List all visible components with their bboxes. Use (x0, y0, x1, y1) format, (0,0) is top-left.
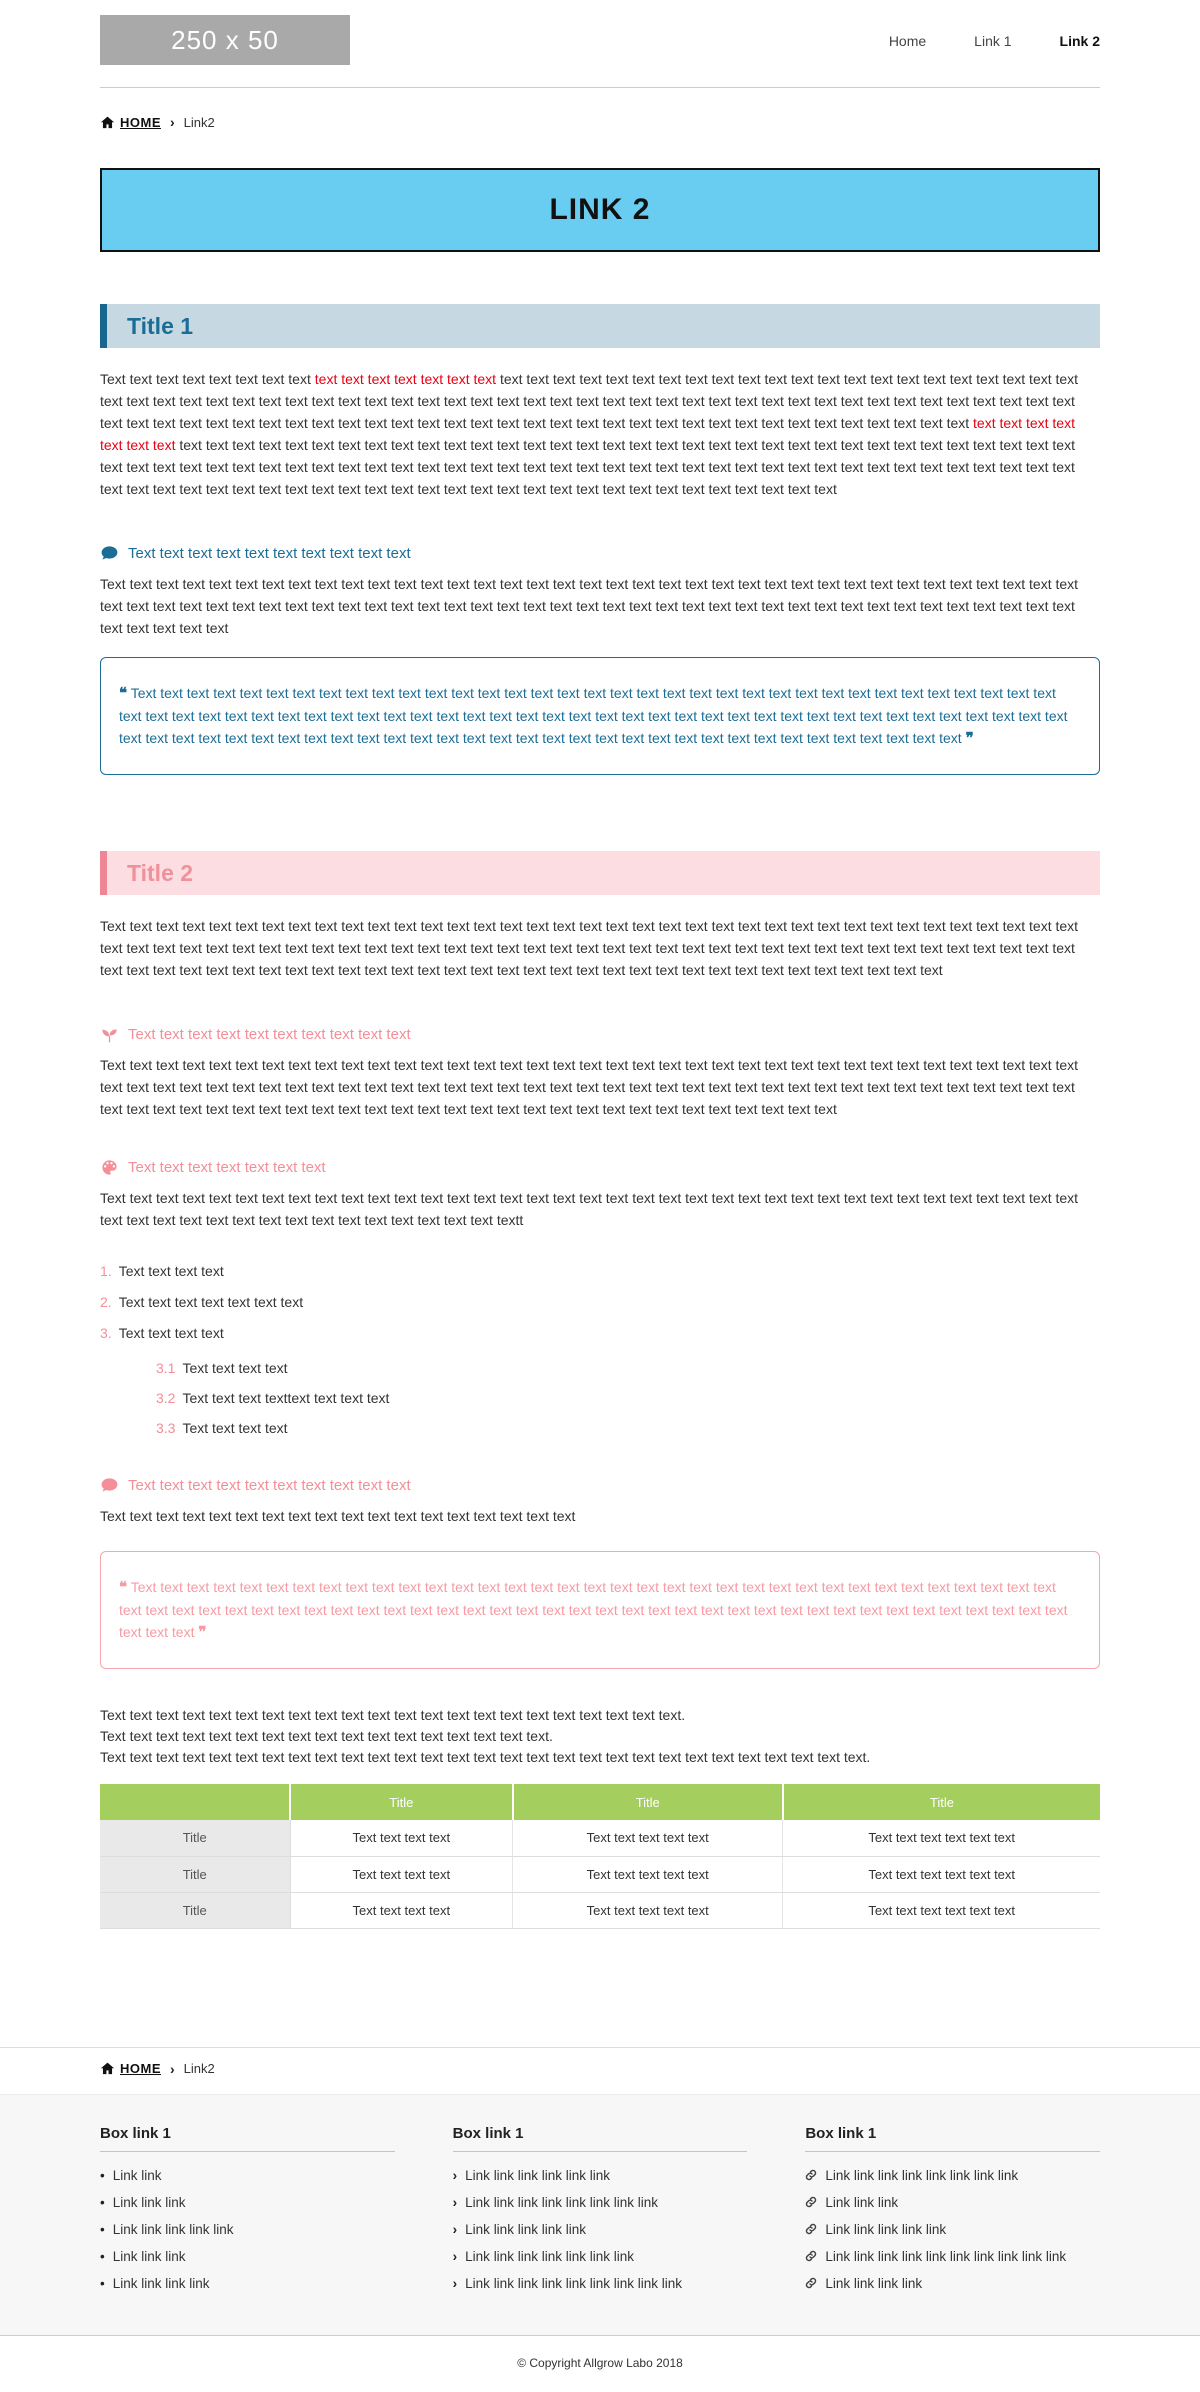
footer-link-item (805, 2189, 1100, 2216)
link-icon (805, 2277, 817, 2289)
table-row (100, 1856, 1100, 1892)
footer-box-1 (100, 2125, 395, 2297)
section2-quote-box (100, 1551, 1100, 1669)
sublist-item (156, 1388, 1100, 1408)
section2-paragraph3: Text text text text text text text text text text text text text text text text text text text text text text text text text text text text text text text text text text text text text text text text text text text text text text text text text text text text textt (100, 1190, 1079, 1228)
footer-link-item (453, 2189, 748, 2216)
numbered-list (100, 1261, 1100, 1438)
section2-paragraph4: Text text text text text text text text text text text text text text text text text text (100, 1508, 576, 1524)
table-header-row (100, 1784, 1100, 1820)
footer-link-item (100, 2243, 395, 2270)
table-row-header: Title (100, 1856, 290, 1892)
section2-paragraph1: Text text text text text text text text text text text text text text text text text text text text text text text text text text text text text text text text text text text text text text text text text text text text text text text text text text text text text text text text text text text text text text text text text text text text text text text text text text text text text text text text text text text text text text text text text text text text text text text text text text text text text text text text text text (100, 918, 1079, 978)
footer-link[interactable]: Link link link link link link link link (465, 2194, 658, 2210)
table-cell: Text text text text text (513, 1820, 783, 1856)
section1-paragraph2: Text text text text text text text text text text text text text text text text text text text text text text text text text text text text text text text text text text text text text text text text text text text text text text text text text text text text text text text text text text text text text text text text text text text text text text text text text text text text text text text (100, 576, 1079, 636)
list-item (100, 1323, 1100, 1343)
section2-quote-text: Text text text text text text text text text text text text text text text text text text text text text text text text text text text text text text text text text text text text text text text text text text text text text text text text text text text text text text text text text text text text text text text text text text text text text text text text text text (119, 1579, 1068, 1640)
sublist-item-text: Text text text text (182, 1420, 288, 1436)
chevron-bullet-icon: › (452, 2275, 458, 2291)
site-header (0, 0, 1200, 88)
pre-table-line: Text text text text text text text text text text text text text text text text text text text text text text text text text text text text text. (100, 1749, 871, 1765)
link-icon (805, 2250, 817, 2262)
list-item-text: Text text text text (118, 1325, 224, 1341)
comment-icon (100, 1476, 119, 1495)
link-icon (805, 2196, 817, 2208)
section1-quote-box (100, 657, 1100, 775)
section1-subheading-text: Text text text text text text text text text text (128, 545, 411, 562)
footer-link[interactable]: Link link link link link (825, 2221, 947, 2237)
sublist-item-text: Text text text text (182, 1360, 288, 1376)
home-icon (100, 115, 115, 130)
sublist-item (156, 1418, 1100, 1438)
list-item-text: Text text text text (118, 1263, 224, 1279)
footer-link-item (805, 2162, 1100, 2189)
logo-text: 250 x 50 (171, 24, 279, 55)
footer-link-item (805, 2270, 1100, 2297)
link-icon (805, 2169, 817, 2181)
chevron-bullet-icon: › (452, 2221, 458, 2237)
copyright-bar (0, 2335, 1200, 2392)
section2-title: Title 2 (100, 851, 1100, 895)
footer-breadcrumb-current: Link2 (183, 2061, 215, 2076)
quote-close-icon: ❞ (198, 1624, 207, 1641)
palette-icon (100, 1158, 119, 1177)
bullet-icon: • (100, 2194, 105, 2210)
sublist-item-number: 3.3 (156, 1420, 176, 1436)
table-cell: Text text text text text (513, 1856, 783, 1892)
footer-link-item (453, 2162, 748, 2189)
footer-main (0, 2094, 1200, 2335)
link-icon (805, 2223, 817, 2235)
chevron-bullet-icon: › (452, 2248, 458, 2264)
sublist-item (156, 1358, 1100, 1378)
site-footer (0, 2047, 1200, 2392)
footer-link[interactable]: Link link link link link (465, 2221, 586, 2237)
pre-table-line: Text text text text text text text text text text text text text text text text text text text text text text. (100, 1707, 686, 1723)
footer-link-item (100, 2162, 395, 2189)
breadcrumb-current: Link2 (183, 114, 215, 130)
page-banner (100, 168, 1100, 252)
copyright-text: © Copyright Allgrow Labo 2018 (517, 2355, 683, 2370)
section2-heading-palette-text: Text text text text text text text (128, 1159, 326, 1176)
page-title: LINK 2 (549, 193, 651, 226)
footer-breadcrumb-home-label: HOME (120, 2061, 161, 2076)
footer-link-item (100, 2270, 395, 2297)
section2-heading-comment (100, 1476, 1100, 1495)
pre-table-paragraph (100, 1705, 1100, 1768)
footer-link[interactable]: Link link link link link link link link (825, 2167, 1019, 2183)
nav-item-home[interactable]: Home (888, 33, 927, 49)
section1-title: Title 1 (100, 304, 1100, 348)
para1-seg1: Text text text text text text text text (100, 371, 311, 387)
chevron-right-icon: › (170, 114, 175, 130)
sublist-item-number: 3.1 (156, 1360, 176, 1376)
breadcrumb-home-link[interactable] (100, 115, 161, 130)
table-row-header: Title (100, 1892, 290, 1928)
quote-open-icon: ❝ (119, 685, 128, 702)
list-item (100, 1261, 1100, 1281)
footer-link[interactable]: Link link link (112, 2248, 186, 2264)
table-cell: Text text text text text text (783, 1892, 1100, 1928)
footer-box-title: Box link 1 (805, 2125, 1100, 2152)
section1-quote-text: Text text text text text text text text text text text text text text text text text text text text text text text text text text text text text text text text text text text text text text text text text text text text text text text text text text text text text text text text text text text text text text text text text text text text text text text text text text text text text text text text text text text text text text text text text text text text text text text text text text text text text text text (119, 685, 1068, 746)
section2-heading-palette (100, 1158, 1100, 1177)
footer-link[interactable]: Link link link link link link (465, 2167, 610, 2183)
list-item-number: 2. (100, 1294, 112, 1310)
footer-link[interactable]: Link link link link (825, 2275, 923, 2291)
list-item-number: 3. (100, 1325, 112, 1341)
footer-link-item (453, 2243, 748, 2270)
footer-link-item (100, 2189, 395, 2216)
quote-open-icon: ❝ (119, 1579, 128, 1596)
breadcrumb-home-label: HOME (120, 114, 161, 130)
seedling-icon (100, 1025, 119, 1044)
footer-link[interactable]: Link link link link link (112, 2221, 234, 2237)
section2-paragraph2: Text text text text text text text text text text text text text text text text text text text text text text text text text text text text text text text text text text text text text text text text text text text text text text text text text text text text text text text text text text text text text text text text text text text text text text text text text text text text text text text text text text text text text text text text text text text text text text text text text text text text text text (100, 1057, 1079, 1117)
numbered-sublist (156, 1358, 1100, 1438)
footer-link[interactable]: Link link link link link link link link link link (825, 2248, 1067, 2264)
para1-seg5: text text text text text text text text text text text text text text text text text text text text text text text text text text text text text text text text text text text text text text text text text text text text text text text text text text text text text text text text text text text text text text text text text text text text text text text text text text text text text text text text text text text text text text text text text text text text text text text text text text text (100, 437, 1075, 497)
table-header-cell: Title (290, 1784, 513, 1820)
section2-heading-seedling-text: Text text text text text text text text text text (128, 1026, 411, 1043)
footer-box-2 (453, 2125, 748, 2297)
bullet-icon: • (100, 2248, 105, 2264)
table-row-header: Title (100, 1820, 290, 1856)
footer-box-title: Box link 1 (453, 2125, 748, 2152)
footer-link-item (453, 2216, 748, 2243)
footer-link[interactable]: Link link link (825, 2194, 899, 2210)
chevron-bullet-icon: › (452, 2194, 458, 2210)
sublist-item-text: Text text text texttext text text text (182, 1390, 390, 1406)
footer-link-list (805, 2162, 1100, 2297)
section2-heading-seedling (100, 1025, 1100, 1044)
table-cell: Text text text text (290, 1892, 513, 1928)
chevron-bullet-icon: › (452, 2167, 458, 2183)
footer-link[interactable]: Link link (112, 2167, 162, 2183)
pre-table-line: Text text text text text text text text text text text text text text text text text. (100, 1728, 553, 1744)
table-header-cell (100, 1784, 290, 1820)
logo-placeholder[interactable] (100, 15, 350, 65)
table-cell: Text text text text (290, 1856, 513, 1892)
table-row (100, 1820, 1100, 1856)
table-cell: Text text text text text text (783, 1856, 1100, 1892)
home-icon (100, 2061, 115, 2076)
bullet-icon: • (100, 2167, 105, 2183)
footer-link-item (805, 2216, 1100, 2243)
para1-red-segment1: text text text text text text text (314, 371, 497, 387)
para1-seg3: text text text text text text text text text text text text text text text text text text text text text text text text text text text text text text text text text text text text text text text text text text text text text text text text text text text text text text text text text text text text text text text text text text text text text text text text text text text text text text text text text text text text text text text text text text text text (100, 371, 1079, 431)
comment-icon (100, 544, 119, 563)
section2-heading-comment-text: Text text text text text text text text text text (128, 1477, 411, 1494)
footer-link[interactable]: Link link link link link link link (465, 2248, 634, 2264)
table-cell: Text text text text text (513, 1892, 783, 1928)
footer-link-item (100, 2216, 395, 2243)
nav-item-link1[interactable]: Link 1 (974, 33, 1012, 49)
breadcrumb (100, 114, 1100, 130)
quote-close-icon: ❞ (965, 730, 974, 747)
footer-box-3 (805, 2125, 1100, 2297)
footer-link-list (100, 2162, 395, 2297)
footer-breadcrumb (100, 2061, 1100, 2077)
section1-paragraph1 (100, 368, 1100, 500)
footer-box-title: Box link 1 (100, 2125, 395, 2152)
table-header-cell: Title (783, 1784, 1100, 1820)
chevron-right-icon: › (170, 2060, 175, 2077)
bullet-icon: • (100, 2275, 105, 2291)
table-header-cell: Title (513, 1784, 783, 1820)
nav-item-link2[interactable]: Link 2 (1059, 33, 1100, 49)
para1-red-segment2: text text text text text text text (100, 415, 1075, 453)
bullet-icon: • (100, 2221, 105, 2237)
footer-link[interactable]: Link link link link link link link link link (465, 2275, 682, 2291)
footer-link-item (453, 2270, 748, 2297)
list-item-number: 1. (100, 1263, 112, 1279)
footer-link[interactable]: Link link link link (112, 2275, 210, 2291)
table-cell: Text text text text text text (783, 1820, 1100, 1856)
footer-breadcrumb-home-link[interactable] (100, 2061, 161, 2076)
table-cell: Text text text text (290, 1820, 513, 1856)
footer-link[interactable]: Link link link (112, 2194, 186, 2210)
main-nav (889, 15, 1100, 49)
footer-link-list (453, 2162, 748, 2297)
table-row (100, 1892, 1100, 1928)
section1-subheading (100, 544, 1100, 563)
list-item (100, 1292, 1100, 1312)
data-table (100, 1784, 1100, 1929)
sublist-item-number: 3.2 (156, 1390, 176, 1406)
footer-link-item (805, 2243, 1100, 2270)
list-item-text: Text text text text text text text (118, 1294, 304, 1310)
